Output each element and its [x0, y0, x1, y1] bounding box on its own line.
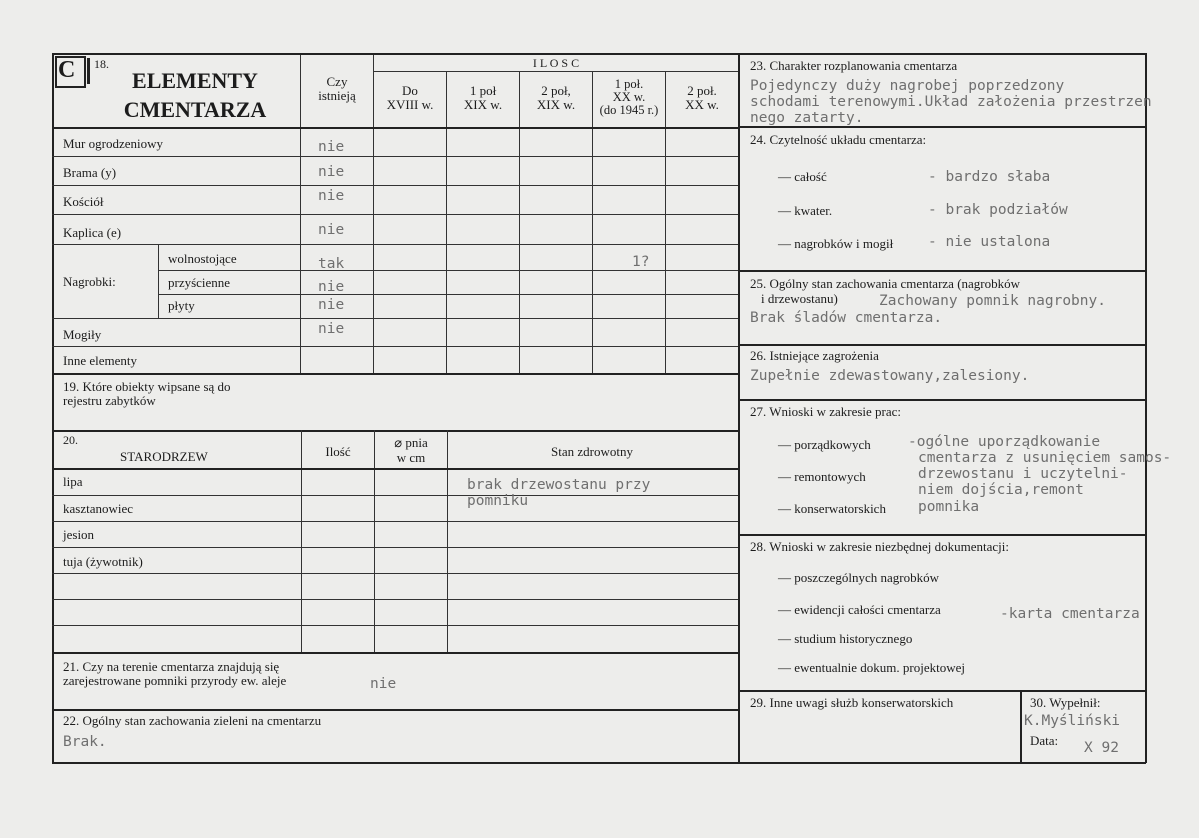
section-24-label: 24. Czytelność układu cmentarza:: [750, 132, 927, 147]
section-25-line2: i drzewostanu): [761, 291, 838, 306]
section-23-label: 23. Charakter rozplanowania cmentarza: [750, 58, 958, 73]
tree-tuja: tuja (żywotnik): [63, 554, 143, 569]
title-line1: ELEMENTY: [132, 68, 258, 93]
box-letter: C: [58, 57, 76, 83]
section-25-line1: 25. Ogólny stan zachowania cmentarza (nagrobków: [750, 276, 1021, 291]
row-kaplica-label: Kaplica (e): [63, 225, 122, 240]
przysc-value: nie: [318, 279, 345, 295]
row-mogily-label: Mogiły: [63, 327, 102, 342]
section-25-answer2: Brak śladów cmentarza.: [750, 310, 943, 326]
czytelnosc-kwater-label: — kwater.: [778, 203, 833, 218]
stan-zdrowotny-header: Stan zdrowotny: [551, 444, 633, 459]
czytelnosc-calosc-value: - bardzo słaba: [928, 169, 1051, 185]
section-30-label: 30. Wypełnił:: [1030, 695, 1101, 710]
period-header-5: 2 poł. XX w.: [685, 83, 719, 112]
section-27-text2: cmentarza z usunięciem samos-: [918, 450, 1172, 466]
section-22-answer: Brak.: [63, 734, 107, 750]
wolno-value: tak: [318, 256, 345, 272]
dok-ewidencji: — ewidencji całości cmentarza: [778, 602, 941, 617]
row-plyty-label: płyty: [168, 298, 195, 313]
czytelnosc-nagrobkow-value: - nie ustalona: [928, 234, 1051, 250]
tree-jesion: jesion: [63, 527, 95, 542]
stan-note-line1: brak drzewostanu przy: [467, 477, 651, 493]
period-header-4: 1 poł. XX w. (do 1945 r.): [599, 77, 659, 117]
row-inne-label: Inne elementy: [63, 353, 137, 368]
section-29-label: 29. Inne uwagi służb konserwatorskich: [750, 695, 954, 710]
section-27-text3: drzewostanu i uczytelni-: [918, 466, 1128, 482]
section-23-line1: Pojedynczy duży nagrobej poprzedzony: [750, 78, 1065, 94]
period-header-2: 1 poł XIX w.: [463, 83, 503, 112]
ilosc-header: I L O S C: [532, 56, 580, 70]
dok-studium: — studium historycznego: [778, 631, 913, 646]
period-header-1: Do XVIII w.: [386, 83, 434, 112]
row-przysc-label: przyścienne: [168, 275, 231, 290]
czytelnosc-kwater-value: - brak podziałów: [928, 202, 1068, 218]
section-19-line2: rejestru zabytków: [63, 393, 156, 408]
section-27-label: 27. Wnioski w zakresie prac:: [750, 404, 902, 419]
section-23-line3: nego zatarty.: [750, 110, 864, 126]
section-28-label: 28. Wnioski w zakresie niezbędnej dokumentacji:: [750, 539, 1009, 554]
dok-poszczegolnych: — poszczególnych nagrobków: [778, 570, 940, 585]
section-21-line1: 21. Czy na terenie cmentarza znajdują się: [63, 659, 280, 674]
prace-porzadkowych: — porządkowych: [778, 437, 871, 452]
section-30-date: X 92: [1084, 740, 1119, 756]
mogily-value: nie: [318, 321, 345, 337]
section-30-name: K.Myśliński: [1024, 713, 1121, 729]
data-label: Data:: [1030, 733, 1059, 748]
section-27-text5: pomnika: [918, 499, 980, 515]
box-bar: [87, 58, 90, 84]
section-28-answer: -karta cmentarza: [1000, 606, 1140, 622]
section-26-answer: Zupełnie zdewastowany,zalesiony.: [750, 368, 1030, 384]
brama-value: nie: [318, 164, 345, 180]
row-kosciol-label: Kościół: [63, 194, 104, 209]
row-wolno-label: wolnostojące: [168, 251, 237, 266]
mur-value: nie: [318, 139, 345, 155]
wolno-count: 1?: [632, 254, 650, 270]
section-25-answer1: Zachowany pomnik nagrobny.: [879, 293, 1106, 309]
czytelnosc-nagrobkow-label: — nagrobków i mogił: [778, 236, 894, 251]
row-mur-label: Mur ogrodzeniowy: [63, 136, 164, 151]
pnia-header-1: ⌀ pnia: [394, 435, 428, 450]
prace-remontowych: — remontowych: [778, 469, 866, 484]
row-brama-label: Brama (y): [63, 165, 117, 180]
czy-istnieja-header: Czy istnieją: [318, 74, 356, 103]
prace-konserwatorskich: — konserwatorskich: [778, 501, 886, 516]
section-27-text1: -ogólne uporządkowanie: [908, 434, 1101, 450]
title-line2: CMENTARZA: [123, 97, 267, 122]
kosciol-value: nie: [318, 188, 345, 204]
section-26-label: 26. Istniejące zagrożenia: [750, 348, 879, 363]
starodrzew-header: STARODRZEW: [120, 449, 208, 464]
tree-lipa: lipa: [63, 474, 83, 489]
section-18-number: 18.: [94, 57, 109, 71]
stan-note-line2: pomniku: [467, 493, 529, 509]
pnia-header-2: w cm: [396, 450, 426, 465]
row-nagrobki-label: Nagrobki:: [63, 274, 116, 289]
tree-ilosc-header: Ilość: [325, 444, 351, 459]
dok-ewentualnie: — ewentualnie dokum. projektowej: [778, 660, 966, 675]
section-23-line2: schodami terenowymi.Układ założenia przestrzen: [750, 94, 1152, 110]
section-21-answer: nie: [370, 676, 397, 692]
kaplica-value: nie: [318, 222, 345, 238]
period-header-3: 2 poł, XIX w.: [536, 83, 576, 112]
section-20-number: 20.: [63, 433, 78, 447]
czytelnosc-calosc-label: — całość: [778, 169, 827, 184]
tree-kasztanowiec: kasztanowiec: [63, 501, 134, 516]
section-21-line2: zarejestrowane pomniki przyrody ew. aleje: [63, 673, 287, 688]
section-27-text4: niem dojścia,remont: [918, 482, 1084, 498]
section-19-line1: 19. Które obiekty wipsane są do: [63, 379, 231, 394]
section-22-label: 22. Ogólny stan zachowania zieleni na cmentarzu: [63, 713, 322, 728]
plyty-value: nie: [318, 297, 345, 313]
